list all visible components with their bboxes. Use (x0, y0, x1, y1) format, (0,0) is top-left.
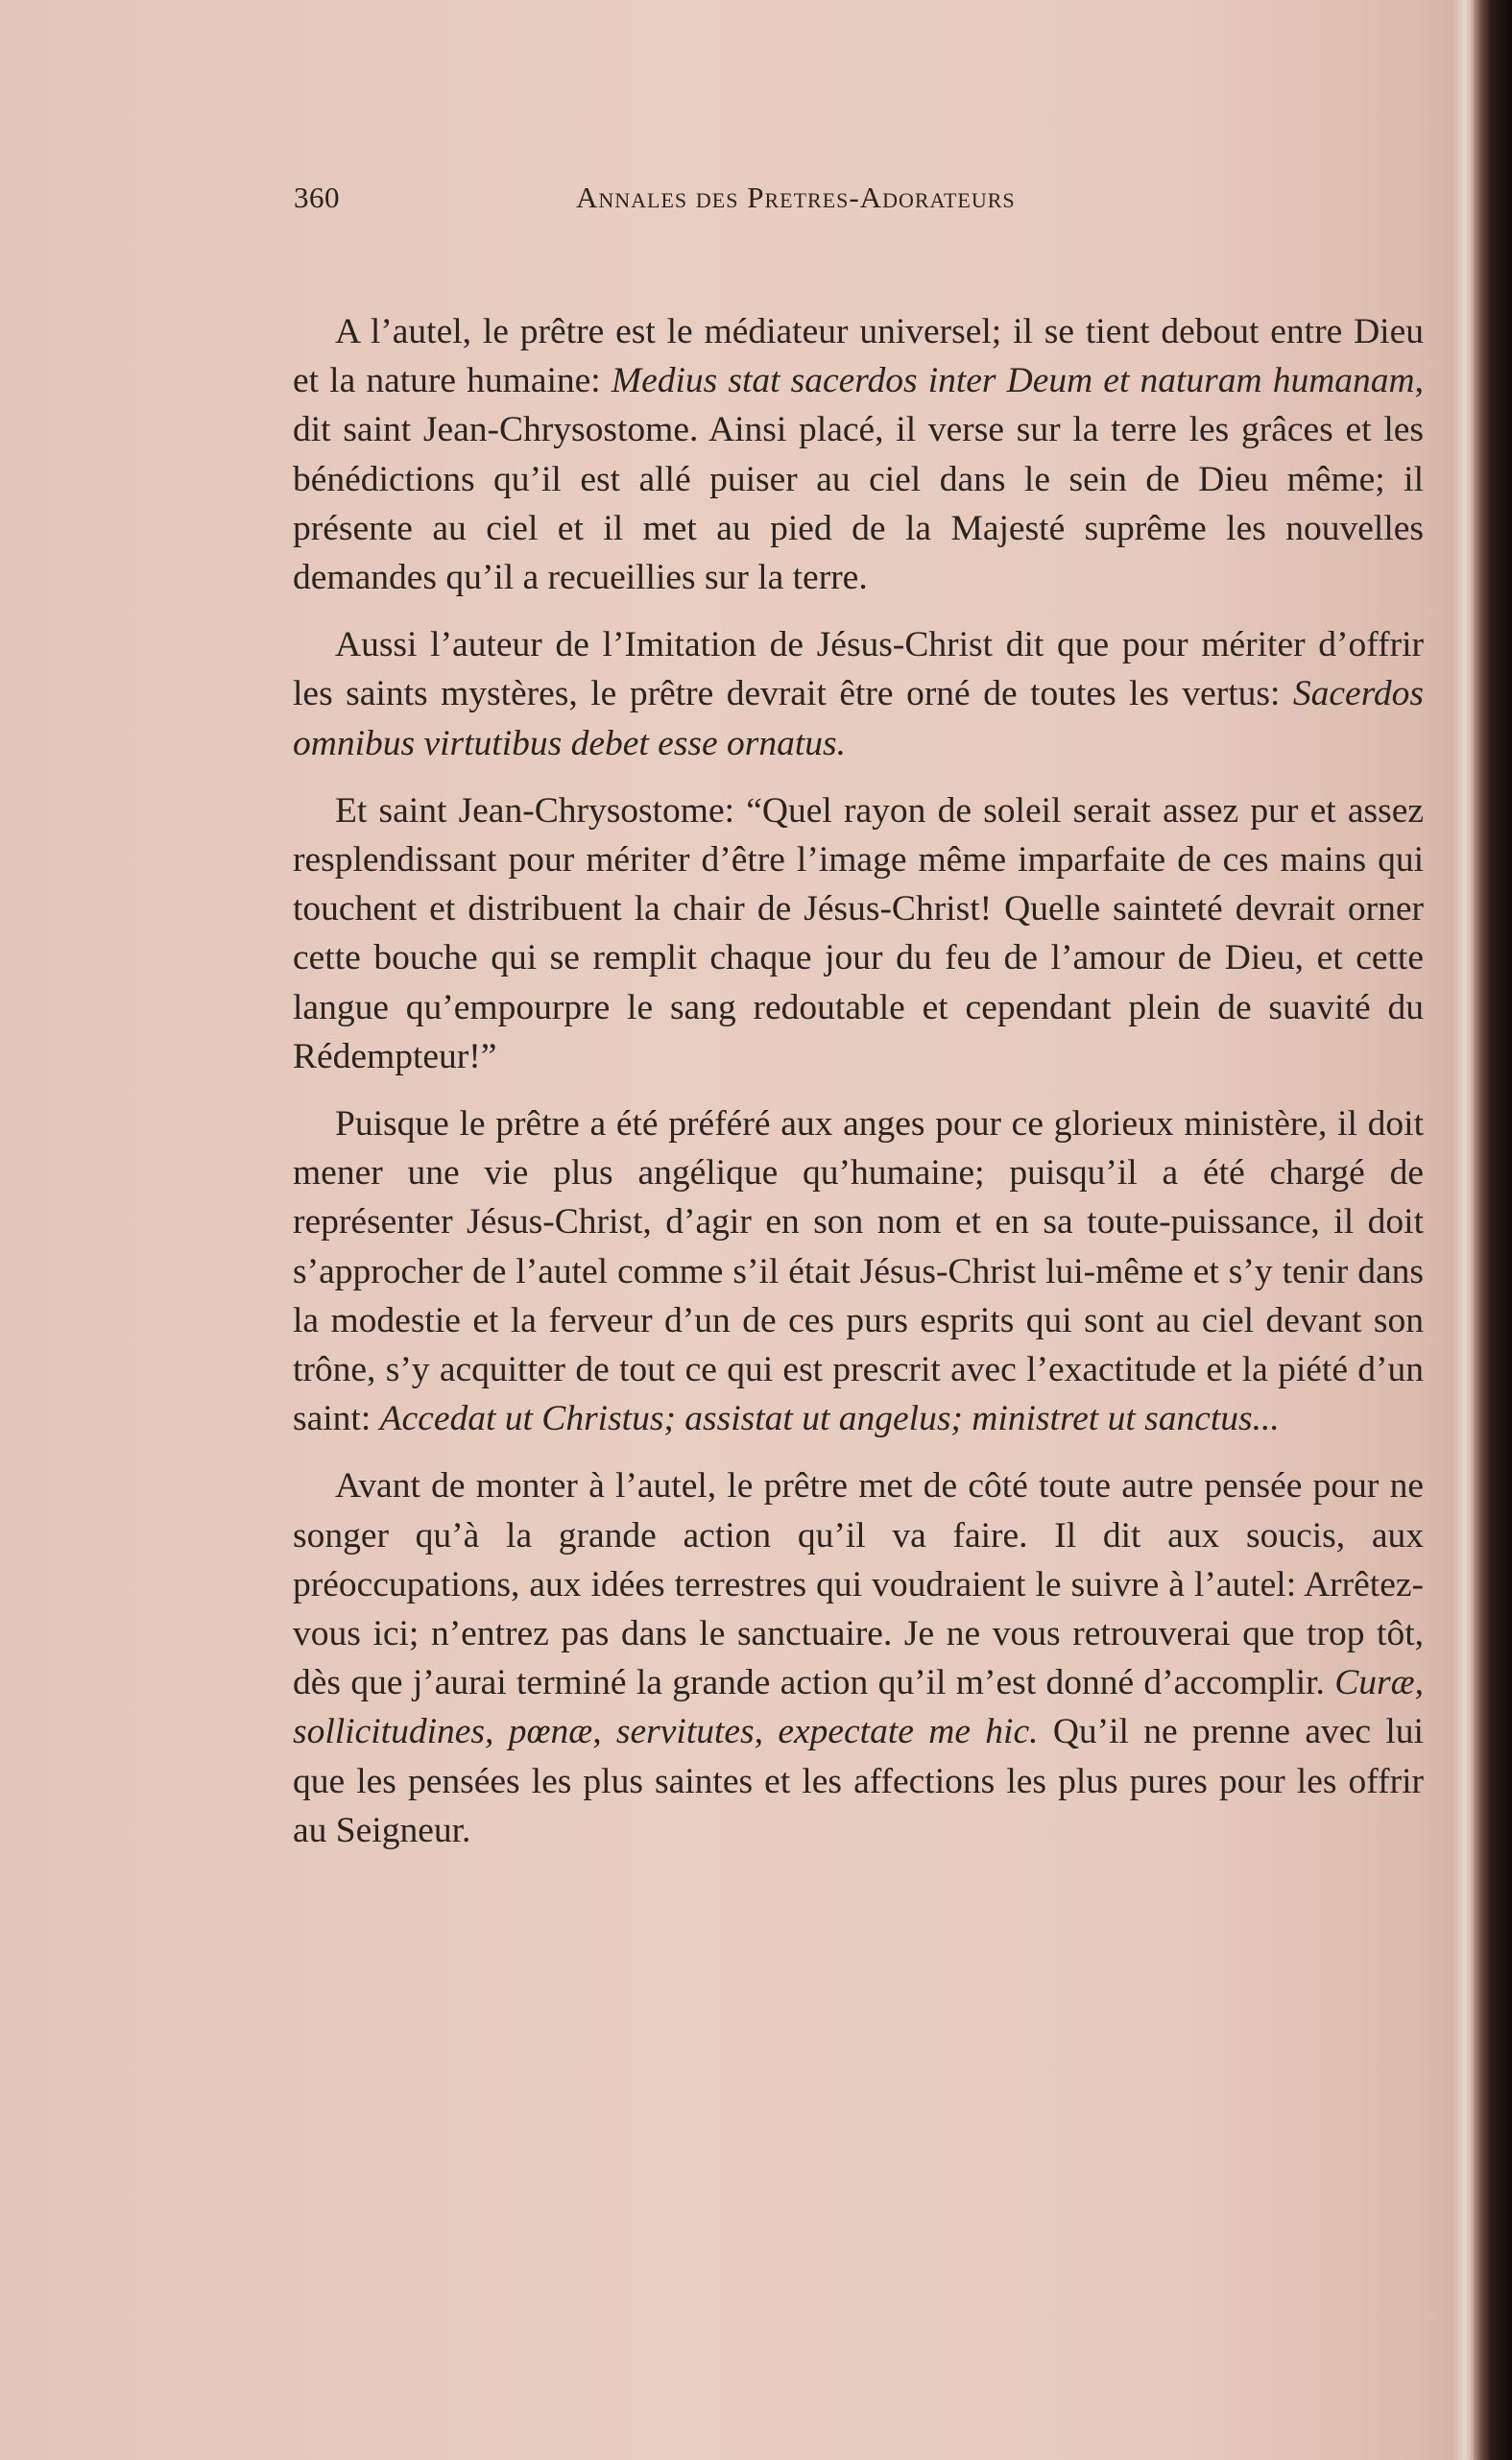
paragraph (293, 786, 1424, 1081)
latin-quotation: Sacerdos omnibus virtutibus debet esse ornatus. (293, 674, 1424, 763)
paragraph (293, 620, 1424, 768)
text-run: , dit saint Jean-Chrysostome. Ainsi placé, il verse sur la terre les grâces et les bénédictions qu’il est allé puiser au ciel dans le sein de Dieu même; il présente au ciel et il met au pied de la Majesté suprême les nouvelles demandes qu’il a recueillies sur la terre. (293, 361, 1424, 598)
body-text (293, 307, 1424, 1873)
paragraph (293, 1099, 1424, 1443)
latin-quotation: Accedat ut Christus; assistat ut angelus; ministret ut sanctus... (379, 1399, 1280, 1439)
text-run: Avant de monter à l’autel, le prêtre met de côté toute autre pensée pour ne songer qu’à la grande action qu’il va faire. Il dit aux soucis, aux préoccupations, aux idées terrestres qui voudraient le suivre à l’autel: Arrêtez-vous ici; n’entrez pas dans le sanctuaire. Je ne vous retrouverai que trop tôt, dès que j’aurai terminé la grande action qu’il m’est donné d’accomplir. (293, 1466, 1424, 1703)
text-run: A l’autel, le prêtre est le médiateur universel; il se tient debout entre Dieu et la nature humaine: (293, 312, 1424, 401)
text-run: Aussi l’auteur de l’Imitation de Jésus-Christ dit que pour mériter d’offrir les saints mystères, le prêtre devrait être orné de toutes les vertus: (293, 625, 1424, 714)
paragraph (293, 307, 1424, 602)
page-number: 360 (294, 181, 340, 214)
latin-quotation: Medius stat sacerdos inter Deum et naturam humanam (611, 361, 1415, 401)
running-title: Annales des Pretres-Adorateurs (576, 181, 1016, 214)
book-binding-shadow (1474, 0, 1512, 2460)
text-run: Qu’il ne prenne avec lui que les pensées les plus saintes et les affections les plus pures pour les offrir au Seigneur. (293, 1712, 1424, 1850)
paragraph (293, 1461, 1424, 1855)
page-edge-highlight (1452, 0, 1474, 2460)
page-header (294, 181, 1427, 223)
latin-quotation: Curæ, sollicitudines, pœnæ, servitutes, expectate me hic. (293, 1663, 1424, 1752)
text-run: Et saint Jean-Chrysostome: “Quel rayon de soleil serait assez pur et assez resplendissant pour mériter d’être l’image même imparfaite de ces mains qui touchent et distribuent la chair de Jésus-Christ! Quelle sainteté devrait orner cette bouche qui se remplit chaque jour du feu de l’amour de Dieu, et cette langue qu’empourpre le sang redoutable et cependant plein de suavité du Rédempteur!” (293, 790, 1424, 1076)
text-run: Puisque le prêtre a été préféré aux anges pour ce glorieux ministère, il doit mener une vie plus angélique qu’humaine; puisqu’il a été chargé de représenter Jésus-Christ, d’agir en son nom et en sa toute-puissance, il doit s’approcher de l’autel comme s’il était Jésus-Christ lui-même et s’y tenir dans la modestie et la ferveur d’un de ces purs esprits qui sont au ciel devant son trône, s’y acquitter de tout ce qui est prescrit avec l’exactitude et la piété d’un saint: (293, 1104, 1424, 1439)
